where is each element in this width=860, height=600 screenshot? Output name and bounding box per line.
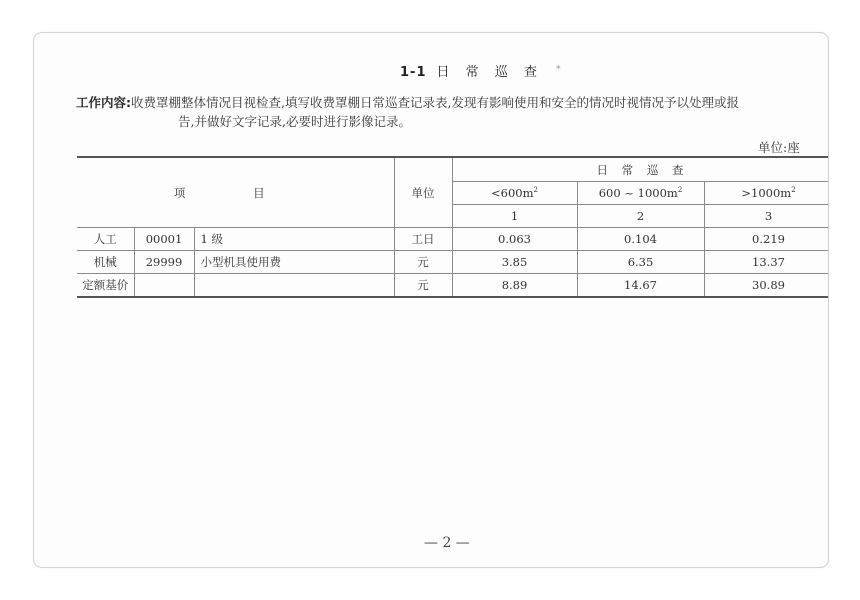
work-content <box>76 93 829 131</box>
row-category: 机械 <box>77 251 134 274</box>
row-value-2: 14.67 <box>577 274 704 298</box>
header-index-1: 1 <box>452 205 577 228</box>
quota-table <box>77 156 829 298</box>
row-value-3: 0.219 <box>704 228 829 251</box>
row-code: 29999 <box>134 251 194 274</box>
header-range-2: 600 ~ $1000m^2$ <box>577 182 704 205</box>
document-page <box>33 32 829 568</box>
row-category: 定额基价 <box>77 274 134 298</box>
row-name: 小型机具使用费 <box>194 251 394 274</box>
section-title <box>400 61 543 80</box>
header-range-3: $>1000m^2$ <box>704 182 829 205</box>
header-range-1: $<600m^2$ <box>452 182 577 205</box>
unit-note: 单位:座 <box>758 140 800 155</box>
row-code <box>134 274 194 298</box>
row-unit: 工日 <box>394 228 452 251</box>
section-number: 1-1 <box>400 65 427 80</box>
row-unit: 元 <box>394 274 452 298</box>
section-name: 日 常 巡 查 <box>436 65 543 80</box>
header-row-1 <box>77 157 829 182</box>
table-row <box>77 274 829 298</box>
work-content-line2: 告,并做好文字记录,必要时进行影像记录。 <box>178 114 411 129</box>
header-unit: 单位 <box>394 157 452 228</box>
row-value-3: 30.89 <box>704 274 829 298</box>
row-value-1: 0.063 <box>452 228 577 251</box>
row-value-1: 8.89 <box>452 274 577 298</box>
header-item: 项 目 <box>77 157 394 228</box>
row-code: 00001 <box>134 228 194 251</box>
row-value-3: 13.37 <box>704 251 829 274</box>
work-content-label: 工作内容: <box>76 95 131 110</box>
row-name <box>194 274 394 298</box>
page-number: — 2 — <box>424 535 470 551</box>
header-index-3: 3 <box>704 205 829 228</box>
row-value-2: 6.35 <box>577 251 704 274</box>
row-unit: 元 <box>394 251 452 274</box>
table-row <box>77 251 829 274</box>
work-content-line1: 收费罩棚整体情况目视检查,填写收费罩棚日常巡查记录表,发现有影响使用和安全的情况时视情况予以处理或报 <box>131 95 739 110</box>
header-group: 日 常 巡 查 <box>452 157 829 182</box>
header-index-2: 2 <box>577 205 704 228</box>
row-name: 1 级 <box>194 228 394 251</box>
row-category: 人工 <box>77 228 134 251</box>
row-value-1: 3.85 <box>452 251 577 274</box>
table-row <box>77 228 829 251</box>
stray-mark: * <box>556 65 561 75</box>
row-value-2: 0.104 <box>577 228 704 251</box>
